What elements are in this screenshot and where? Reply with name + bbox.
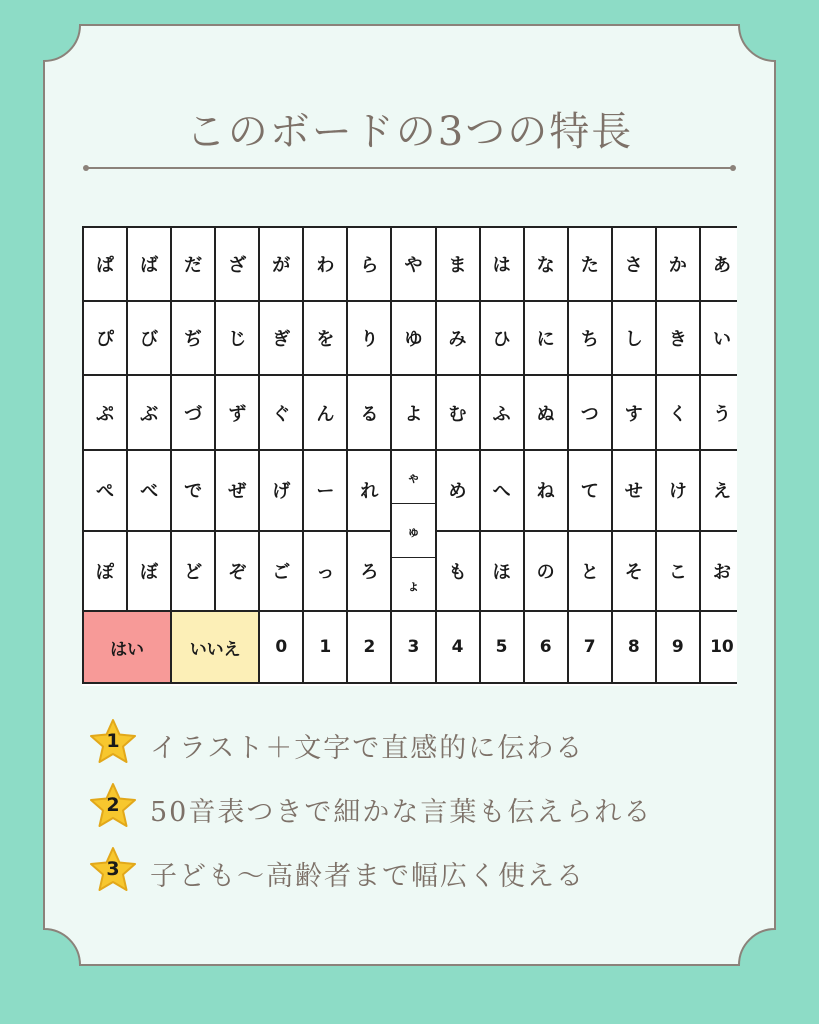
number-cell[interactable]: 3 [391, 611, 435, 683]
feature-number: 3 [106, 858, 120, 880]
kana-cell[interactable]: ざ [215, 227, 259, 301]
number-cell[interactable]: 1 [303, 611, 347, 683]
number-cell[interactable]: 7 [568, 611, 612, 683]
kana-cell[interactable]: ぺ [83, 450, 127, 531]
kana-cell[interactable]: お [700, 531, 737, 612]
kana-cell[interactable]: こ [656, 531, 700, 612]
kana-cell[interactable]: ぐ [259, 375, 303, 449]
kana-cell[interactable]: な [524, 227, 568, 301]
kana-cell[interactable]: ぷ [83, 375, 127, 449]
number-cell[interactable]: 9 [656, 611, 700, 683]
kana-cell[interactable]: の [524, 531, 568, 612]
kana-cell[interactable]: わ [303, 227, 347, 301]
kana-cell[interactable]: が [259, 227, 303, 301]
kana-cell[interactable]: ね [524, 450, 568, 531]
kana-cell[interactable]: ー [303, 450, 347, 531]
kana-cell[interactable]: だ [171, 227, 215, 301]
kana-cell[interactable]: て [568, 450, 612, 531]
kana-cell[interactable]: す [612, 375, 656, 449]
kana-cell[interactable]: べ [127, 450, 171, 531]
kana-cell[interactable]: で [171, 450, 215, 531]
feature-text: イラスト＋文字で直感的に伝わる [150, 733, 585, 764]
kana-cell[interactable]: ず [215, 375, 259, 449]
number-cell[interactable]: 2 [347, 611, 391, 683]
kana-cell[interactable]: ぱ [83, 227, 127, 301]
kana-cell[interactable]: れ [347, 450, 391, 531]
kana-cell[interactable]: ぎ [259, 301, 303, 375]
small-kana[interactable]: ょ [406, 578, 420, 594]
kana-table [82, 226, 737, 684]
kana-cell[interactable]: ら [347, 227, 391, 301]
kana-cell[interactable]: は [480, 227, 524, 301]
kana-cell[interactable]: ぢ [171, 301, 215, 375]
kana-cell[interactable]: ち [568, 301, 612, 375]
kana-cell[interactable]: ん [303, 375, 347, 449]
number-cell[interactable]: 4 [436, 611, 480, 683]
kana-cell[interactable]: と [568, 531, 612, 612]
kana-cell[interactable]: く [656, 375, 700, 449]
page-title: このボードの3つの特長 [185, 109, 634, 155]
kana-cell[interactable]: ぜ [215, 450, 259, 531]
kana-cell[interactable]: や [391, 227, 435, 301]
kana-cell[interactable]: に [524, 301, 568, 375]
feature-number: 1 [106, 730, 120, 752]
small-kana[interactable]: ゅ [392, 504, 434, 558]
kana-cell[interactable]: ご [259, 531, 303, 612]
feature-number: 2 [106, 794, 120, 816]
kana-board [82, 226, 737, 686]
kana-cell[interactable]: を [303, 301, 347, 375]
kana-cell[interactable]: ろ [347, 531, 391, 612]
number-cell[interactable]: 10 [700, 611, 737, 683]
kana-cell[interactable]: き [656, 301, 700, 375]
kana-cell[interactable]: み [436, 301, 480, 375]
kana-cell[interactable]: あ [700, 227, 737, 301]
kana-cell[interactable]: い [700, 301, 737, 375]
kana-cell[interactable]: ば [127, 227, 171, 301]
board-row [83, 301, 737, 375]
kana-cell[interactable]: え [700, 450, 737, 531]
kana-cell[interactable]: び [127, 301, 171, 375]
kana-cell[interactable]: ど [171, 531, 215, 612]
yes-cell[interactable]: はい [83, 611, 171, 683]
kana-cell[interactable]: ま [436, 227, 480, 301]
kana-cell[interactable]: め [436, 450, 480, 531]
kana-cell[interactable]: っ [303, 531, 347, 612]
kana-cell[interactable]: つ [568, 375, 612, 449]
board-row [83, 375, 737, 449]
kana-cell[interactable]: せ [612, 450, 656, 531]
kana-cell[interactable]: ぽ [83, 531, 127, 612]
kana-cell[interactable]: も [436, 531, 480, 612]
kana-cell[interactable]: ぞ [215, 531, 259, 612]
title-divider [82, 160, 737, 176]
board-row [83, 450, 737, 531]
kana-cell[interactable]: る [347, 375, 391, 449]
small-kana[interactable]: ゃ [392, 451, 434, 505]
kana-cell[interactable]: ぴ [83, 301, 127, 375]
kana-cell[interactable]: へ [480, 450, 524, 531]
kana-cell[interactable]: け [656, 450, 700, 531]
kana-cell[interactable]: づ [171, 375, 215, 449]
kana-cell[interactable]: ぬ [524, 375, 568, 449]
kana-cell[interactable]: じ [215, 301, 259, 375]
kana-cell[interactable]: ぼ [127, 531, 171, 612]
kana-cell[interactable]: り [347, 301, 391, 375]
kana-cell[interactable]: さ [612, 227, 656, 301]
kana-cell[interactable]: た [568, 227, 612, 301]
small-kana-cell[interactable] [391, 450, 435, 612]
number-cell[interactable]: 6 [524, 611, 568, 683]
feature-text: 50音表つきで細かな言葉も伝えられる [150, 797, 653, 828]
kana-cell[interactable]: ほ [480, 531, 524, 612]
kana-cell[interactable]: よ [391, 375, 435, 449]
kana-cell[interactable]: げ [259, 450, 303, 531]
number-cell[interactable]: 0 [259, 611, 303, 683]
kana-cell[interactable]: そ [612, 531, 656, 612]
no-cell[interactable]: いいえ [171, 611, 259, 683]
board-row [83, 227, 737, 301]
kana-cell[interactable]: し [612, 301, 656, 375]
kana-cell[interactable]: か [656, 227, 700, 301]
kana-cell[interactable]: む [436, 375, 480, 449]
feature-text: 子ども〜高齢者まで幅広く使える [150, 861, 585, 892]
kana-cell[interactable]: う [700, 375, 737, 449]
kana-cell[interactable]: ぶ [127, 375, 171, 449]
answer-number-row [83, 611, 737, 683]
kana-cell[interactable]: ゆ [391, 301, 435, 375]
number-cell[interactable]: 5 [480, 611, 524, 683]
number-cell[interactable]: 8 [612, 611, 656, 683]
kana-cell[interactable]: ふ [480, 375, 524, 449]
kana-cell[interactable]: ひ [480, 301, 524, 375]
